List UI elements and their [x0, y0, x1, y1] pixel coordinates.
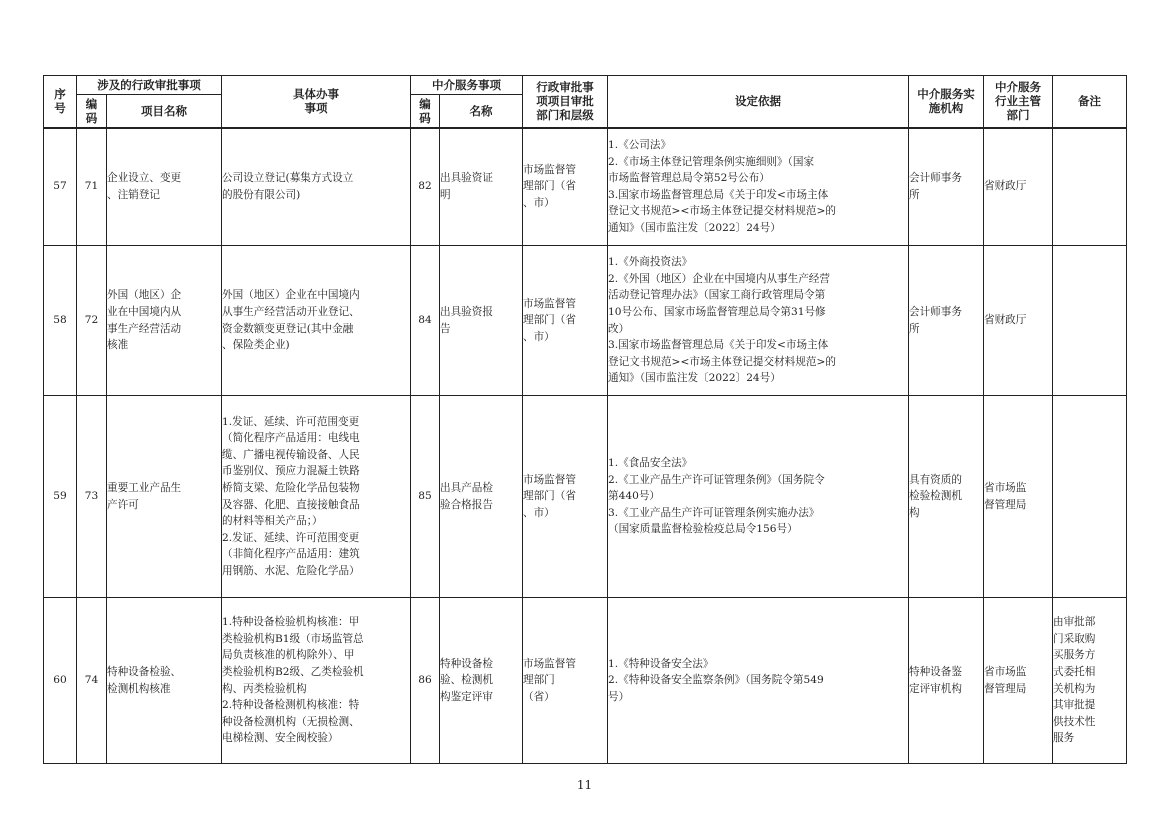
header-remark: 备注	[1053, 76, 1127, 128]
remark-cell: 由审批部 门采取购 买服务方 式委托相 关机构为 其审批提 供技术性 服务	[1053, 598, 1127, 764]
header-dept: 行政审批事 项项目审批 部门和层级	[523, 76, 608, 128]
table-row	[44, 598, 1127, 764]
dept-cell: 市场监督管 理部门（省 、市）	[523, 128, 608, 246]
approval-code-cell: 72	[77, 246, 107, 396]
page-number: 11	[576, 778, 593, 792]
matter-cell: 外国（地区）企业在中国境内 从事生产经营活动开业登记、 资金数额变更登记(其中金融 、保险类企业)	[222, 246, 411, 396]
approval-code-cell: 71	[77, 128, 107, 246]
service-name-cell: 出具验资证 明	[440, 128, 523, 246]
approval-name-cell: 企业设立、变更 、注销登记	[107, 128, 222, 246]
header-basis: 设定依据	[608, 76, 909, 128]
agency-cell: 会计师事务 所	[909, 246, 984, 396]
seq-cell: 57	[44, 128, 77, 246]
remark-cell	[1053, 128, 1127, 246]
basis-cell: 1.《特种设备安全法》 2.《特种设备安全监察条例》（国务院令第549 号）	[608, 598, 909, 764]
basis-cell: 1.《外商投资法》 2.《外国（地区）企业在中国境内从事生产经营 活动登记管理办法》（国家工商行政管理局令第 10号公布、国家市场监督管理总局令第31号修 改） 3.国家市场监督管理总局《关于印发<市场主体 登记文书规范><市场主体登记提交材料规范>的 通知》（国市监注发〔2022〕24号）	[608, 246, 909, 396]
service-name-cell: 出具验资报 告	[440, 246, 523, 396]
table-row	[44, 396, 1127, 598]
matter-cell: 1.特种设备检验机构核准：甲 类检验机构B1级（市场监管总 局负责核准的机构除外）、甲 类检验机构B2级、乙类检验机 构、丙类检验机构 2.特种设备检测机构核准：特 种设备检测机构（无损检测、 电梯检测、安全阀校验）	[222, 598, 411, 764]
header-matter: 具体办事 事项	[222, 76, 411, 128]
seq-cell: 59	[44, 396, 77, 598]
dept-cell: 市场监督管 理部门（省 、市）	[523, 246, 608, 396]
header-approval-name: 项目名称	[107, 95, 222, 128]
header-service-group: 中介服务事项	[411, 76, 523, 95]
seq-cell: 58	[44, 246, 77, 396]
basis-cell: 1.《食品安全法》 2.《工业产品生产许可证管理条例》（国务院令 第440号） 3.《工业产品生产许可证管理条例实施办法》 （国家质量监督检验检疫总局令156号）	[608, 396, 909, 598]
header-service-code: 编 码	[411, 95, 440, 128]
approval-name-cell: 重要工业产品生 产许可	[107, 396, 222, 598]
competent-dept-cell: 省财政厅	[984, 246, 1053, 396]
agency-cell: 特种设备鉴 定评审机构	[909, 598, 984, 764]
header-competent: 中介服务 行业主管 部门	[984, 76, 1053, 128]
matter-cell: 公司设立登记(募集方式设立 的股份有限公司)	[222, 128, 411, 246]
service-code-cell: 84	[411, 246, 440, 396]
approval-items-table	[43, 75, 1127, 764]
agency-cell: 会计师事务 所	[909, 128, 984, 246]
competent-dept-cell: 省财政厅	[984, 128, 1053, 246]
seq-cell: 60	[44, 598, 77, 764]
dept-cell: 市场监督管 理部门 （省）	[523, 598, 608, 764]
header-service-name: 名称	[440, 95, 523, 128]
service-code-cell: 82	[411, 128, 440, 246]
header-seq: 序 号	[44, 76, 77, 128]
remark-cell	[1053, 246, 1127, 396]
table-row	[44, 246, 1127, 396]
header-agency: 中介服务实 施机构	[909, 76, 984, 128]
service-name-cell: 出具产品检 验合格报告	[440, 396, 523, 598]
table-row	[44, 128, 1127, 246]
approval-code-cell: 73	[77, 396, 107, 598]
competent-dept-cell: 省市场监 督管理局	[984, 396, 1053, 598]
service-code-cell: 86	[411, 598, 440, 764]
header-approval-code: 编 码	[77, 95, 107, 128]
service-code-cell: 85	[411, 396, 440, 598]
header-approval-group: 涉及的行政审批事项	[77, 76, 222, 95]
matter-cell: 1.发证、延续、许可范围变更 （简化程序产品适用：电线电 缆、广播电视传输设备、人民 币鉴别仪、预应力混凝土铁路 桥简支梁、危险化学品包装物 及容器、化肥、直接接触食品 的材料等相关产品；） 2.发证、延续、许可范围变更 （非简化程序产品适用：建筑 用钢筋、水泥、危险化学品）	[222, 396, 411, 598]
remark-cell	[1053, 396, 1127, 598]
approval-name-cell: 外国（地区）企 业在中国境内从 事生产经营活动 核准	[107, 246, 222, 396]
agency-cell: 具有资质的 检验检测机 构	[909, 396, 984, 598]
basis-cell: 1.《公司法》 2.《市场主体登记管理条例实施细则》（国家 市场监督管理总局令第52号公布） 3.国家市场监督管理总局《关于印发<市场主体 登记文书规范><市场主体登记提交材料规范>的 通知》（国市监注发〔2022〕24号）	[608, 128, 909, 246]
service-name-cell: 特种设备检 验、检测机 构鉴定评审	[440, 598, 523, 764]
approval-code-cell: 74	[77, 598, 107, 764]
competent-dept-cell: 省市场监 督管理局	[984, 598, 1053, 764]
dept-cell: 市场监督管 理部门（省 、市）	[523, 396, 608, 598]
approval-name-cell: 特种设备检验、 检测机构核准	[107, 598, 222, 764]
